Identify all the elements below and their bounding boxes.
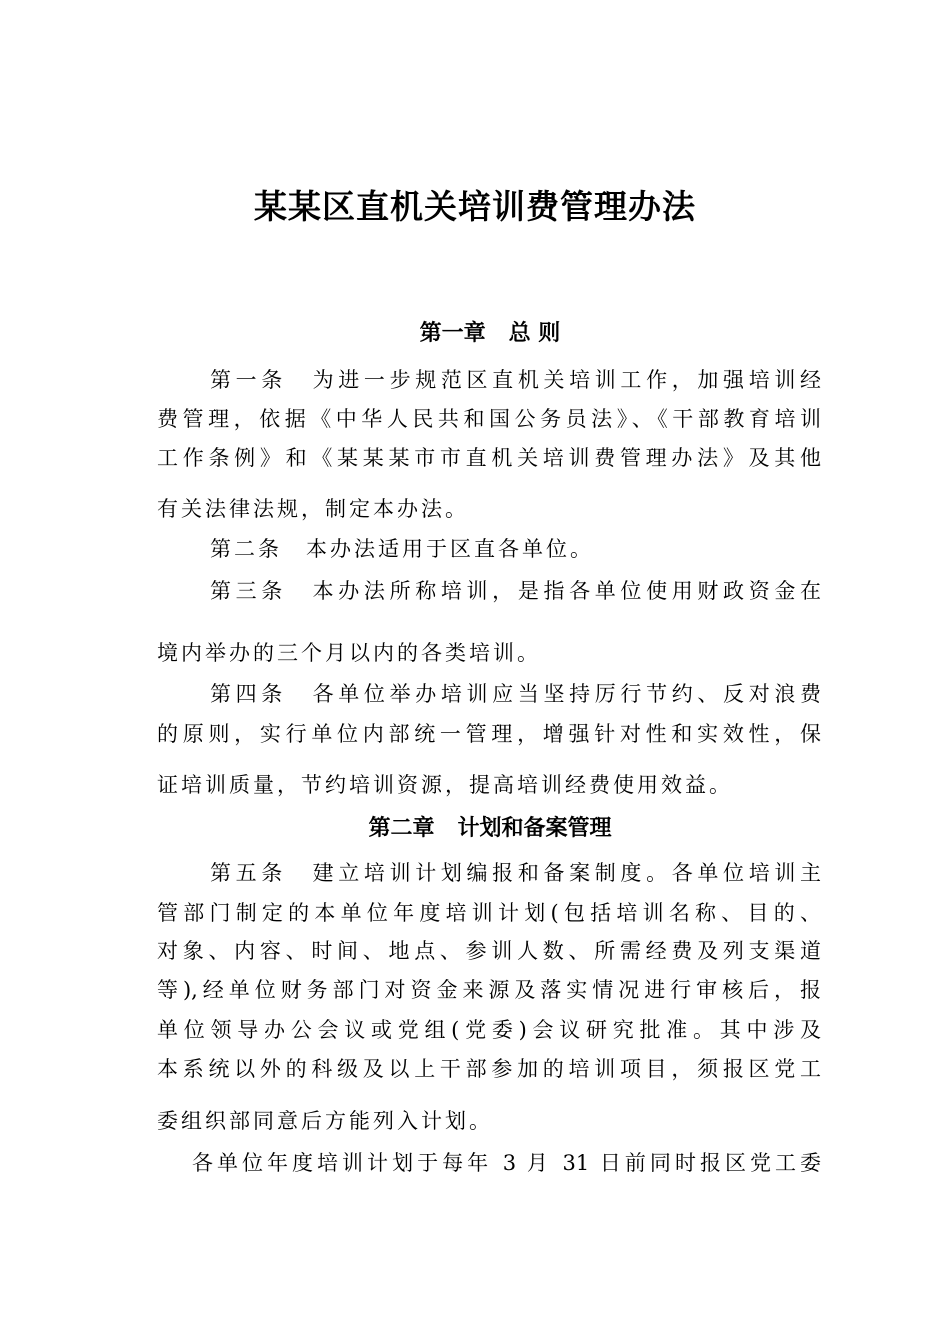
text-line: 工作条例》和《某某某市市直机关培训费管理办法》及其他 (157, 446, 821, 470)
text-line: 对象、内容、时间、地点、参训人数、所需经费及列支渠道 (157, 939, 821, 963)
text-line: 管部门制定的本单位年度培训计划(包括培训名称、目的、 (157, 901, 821, 925)
text-line: 第一条 为进一步规范区直机关培训工作，加强培训经 (210, 368, 821, 392)
text-line: 各单位年度培训计划于每年 3 月 31 日前同时报区党工委 (192, 1151, 821, 1175)
chapter-heading-1: 第一章 总 则 (419, 321, 561, 346)
text-line: 等),经单位财务部门对资金来源及落实情况进行审核后，报 (157, 978, 821, 1002)
text-line: 第三条 本办法所称培训，是指各单位使用财政资金在 (210, 579, 821, 603)
text-line: 的原则，实行单位内部统一管理，增强针对性和实效性，保 (157, 722, 821, 746)
text-line: 费管理，依据《中华人民共和国公务员法》、《干部教育培训 (157, 407, 821, 431)
text-line: 第四条 各单位举办培训应当坚持厉行节约、反对浪费 (210, 682, 821, 706)
chapter-heading-2: 第二章 计划和备案管理 (368, 816, 612, 841)
text-line: 第五条 建立培训计划编报和备案制度。各单位培训主 (210, 861, 821, 885)
text-line: 第二条 本办法适用于区直各单位。 (210, 537, 594, 561)
text-line: 单位领导办公会议或党组(党委)会议研究批准。其中涉及 (157, 1018, 821, 1042)
text-line: 委组织部同意后方能列入计划。 (157, 1109, 493, 1133)
text-line: 有关法律法规，制定本办法。 (157, 497, 469, 521)
text-line: 本系统以外的科级及以上干部参加的培训项目，须报区党工 (157, 1057, 821, 1081)
document-title: 某某区直机关培训费管理办法 (254, 187, 696, 226)
text-line: 境内举办的三个月以内的各类培训。 (157, 641, 541, 665)
text-line: 证培训质量，节约培训资源，提高培训经费使用效益。 (157, 773, 733, 797)
